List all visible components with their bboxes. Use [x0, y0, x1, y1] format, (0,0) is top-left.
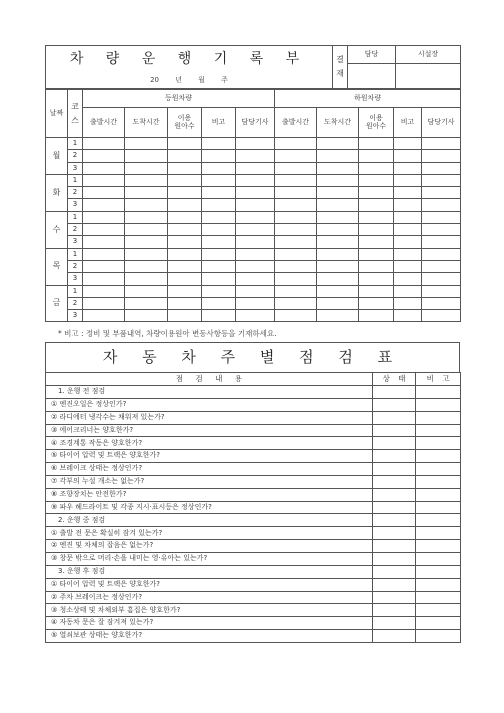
checklist-item-row: [46, 604, 461, 617]
checklist-item-row: [46, 450, 461, 463]
checklist-header-status: 상 태: [373, 373, 416, 386]
course-number: 1: [68, 248, 83, 260]
header-arrival-remarks: 비고: [202, 108, 236, 138]
course-number: 3: [68, 199, 83, 211]
log-entry-cell[interactable]: [394, 150, 422, 162]
checklist-status-cell[interactable]: [373, 501, 416, 514]
log-row: [46, 174, 461, 186]
log-entry-cell[interactable]: [422, 211, 461, 223]
header-arrival-arrive-time: 도착시간: [125, 108, 168, 138]
log-subtitle: 20 년 월 주: [150, 75, 228, 84]
checklist-item: ⑥ 브레이크 상태는 정상인가?: [46, 463, 373, 476]
log-entry-cell[interactable]: [168, 138, 202, 150]
course-number: 2: [68, 150, 83, 162]
header-departure-kids: 이용 원아수: [359, 108, 394, 138]
checklist-item: ② 라디에터 냉각수는 채워져 있는가?: [46, 411, 373, 424]
log-row: [46, 224, 461, 236]
log-entry-cell[interactable]: [168, 199, 202, 211]
header-departure-depart-time: 출발시간: [275, 108, 317, 138]
log-row: [46, 138, 461, 150]
log-entry-cell[interactable]: [125, 285, 168, 297]
log-entry-cell[interactable]: [359, 248, 394, 260]
log-entry-cell[interactable]: [394, 285, 422, 297]
course-number: 2: [68, 224, 83, 236]
log-row: [46, 248, 461, 260]
header-arrival-depart-time: 출발시간: [83, 108, 125, 138]
checklist-item: ③ 에어크리너는 양호한가?: [46, 424, 373, 437]
checklist-remarks-cell[interactable]: [416, 617, 461, 630]
checklist-item: ③ 창문 밖으로 머리·손을 내미는 영·유아는 있는가?: [46, 552, 373, 565]
checklist-status-cell[interactable]: [373, 437, 416, 450]
log-entry-cell[interactable]: [202, 211, 236, 223]
log-entry-cell[interactable]: [168, 224, 202, 236]
log-entry-cell[interactable]: [202, 297, 236, 309]
log-entry-cell[interactable]: [422, 310, 461, 322]
log-entry-cell[interactable]: [125, 150, 168, 162]
log-entry-cell[interactable]: [359, 310, 394, 322]
checklist-section-row: [46, 565, 461, 578]
log-row: [46, 285, 461, 297]
log-row: [46, 310, 461, 322]
checklist-section-heading: 3. 운행 후 점검: [46, 565, 373, 578]
log-entry-cell[interactable]: [422, 187, 461, 199]
checklist-status-cell[interactable]: [373, 552, 416, 565]
log-entry-cell[interactable]: [275, 224, 317, 236]
checklist-item: ③ 청소상태 및 차체외부 흠집은 양호한가?: [46, 604, 373, 617]
checklist-item-row: [46, 540, 461, 553]
checklist-remarks-cell[interactable]: [416, 488, 461, 501]
course-number: 3: [68, 162, 83, 174]
log-entry-cell[interactable]: [236, 187, 275, 199]
log-entry-cell[interactable]: [83, 285, 125, 297]
log-entry-cell[interactable]: [168, 211, 202, 223]
log-entry-cell[interactable]: [317, 248, 359, 260]
checklist-item-row: [46, 398, 461, 411]
header-course: 코스: [68, 90, 83, 138]
course-number: 3: [68, 310, 83, 322]
log-entry-cell[interactable]: [394, 310, 422, 322]
log-entry-cell[interactable]: [83, 273, 125, 285]
log-entry-cell[interactable]: [125, 273, 168, 285]
checklist-item: ① 엔진오일은 정상인가?: [46, 398, 373, 411]
log-entry-cell[interactable]: [359, 162, 394, 174]
log-entry-cell[interactable]: [168, 273, 202, 285]
header-departure-group: 하원차량: [275, 90, 461, 108]
checklist-status-cell[interactable]: [373, 424, 416, 437]
log-entry-cell[interactable]: [83, 150, 125, 162]
course-number: 1: [68, 285, 83, 297]
log-entry-cell[interactable]: [275, 297, 317, 309]
log-entry-cell[interactable]: [359, 273, 394, 285]
log-entry-cell[interactable]: [202, 310, 236, 322]
log-entry-cell[interactable]: [394, 260, 422, 272]
log-entry-cell[interactable]: [275, 199, 317, 211]
checklist-remarks-cell[interactable]: [416, 578, 461, 591]
checklist-status-cell[interactable]: [373, 630, 416, 643]
log-entry-cell[interactable]: [125, 211, 168, 223]
checklist-item: ⑧ 조향장치는 안전한가?: [46, 488, 373, 501]
checklist-remarks-cell[interactable]: [416, 450, 461, 463]
log-entry-cell[interactable]: [317, 150, 359, 162]
log-entry-cell[interactable]: [359, 174, 394, 186]
log-entry-cell[interactable]: [317, 236, 359, 248]
log-entry-cell[interactable]: [275, 248, 317, 260]
log-entry-cell[interactable]: [202, 236, 236, 248]
checklist-remarks-cell[interactable]: [416, 527, 461, 540]
log-entry-cell[interactable]: [236, 199, 275, 211]
log-entry-cell[interactable]: [359, 285, 394, 297]
checklist-item-row: [46, 578, 461, 591]
log-entry-cell[interactable]: [83, 260, 125, 272]
checklist-item: ⑨ 파우 헤드라이트 및 각종 지시·표시등은 정상인가?: [46, 501, 373, 514]
log-entry-cell[interactable]: [202, 248, 236, 260]
log-note: * 비고 : 정비 및 부품내역, 차량이용원아 변동사항등을 기재하세요.: [58, 329, 277, 338]
checklist-status-cell[interactable]: [373, 411, 416, 424]
log-title: 차 량 운 행 기 록 부: [69, 50, 309, 67]
log-entry-cell[interactable]: [422, 138, 461, 150]
log-entry-cell[interactable]: [317, 211, 359, 223]
approval-label: 결 재: [333, 46, 348, 89]
checklist-status-cell[interactable]: [373, 514, 416, 527]
log-entry-cell[interactable]: [168, 248, 202, 260]
checklist-item-row: [46, 437, 461, 450]
header-arrival-kids: 이용 원아수: [168, 108, 202, 138]
checklist-remarks-cell[interactable]: [416, 514, 461, 527]
log-entry-cell[interactable]: [422, 150, 461, 162]
log-entry-cell[interactable]: [359, 224, 394, 236]
checklist-remarks-cell[interactable]: [416, 411, 461, 424]
log-entry-cell[interactable]: [317, 162, 359, 174]
log-entry-cell[interactable]: [83, 224, 125, 236]
log-entry-cell[interactable]: [317, 224, 359, 236]
header-arrival-group: 등원차량: [83, 90, 275, 108]
log-entry-cell[interactable]: [83, 310, 125, 322]
log-entry-cell[interactable]: [83, 138, 125, 150]
checklist-item: ④ 조경계통 작동은 양호한가?: [46, 437, 373, 450]
log-entry-cell[interactable]: [125, 199, 168, 211]
log-entry-cell[interactable]: [317, 285, 359, 297]
checklist-remarks-cell[interactable]: [416, 386, 461, 399]
log-entry-cell[interactable]: [236, 297, 275, 309]
log-entry-cell[interactable]: [202, 187, 236, 199]
log-entry-cell[interactable]: [125, 224, 168, 236]
log-entry-cell[interactable]: [83, 211, 125, 223]
approval-sign-staff[interactable]: [348, 64, 396, 89]
checklist-item-row: [46, 475, 461, 488]
log-entry-cell[interactable]: [394, 187, 422, 199]
log-entry-cell[interactable]: [359, 150, 394, 162]
log-entry-cell[interactable]: [422, 260, 461, 272]
header-arrival-driver: 담당기사: [236, 108, 275, 138]
log-entry-cell[interactable]: [125, 236, 168, 248]
checklist-remarks-cell[interactable]: [416, 540, 461, 553]
checklist-item: ④ 자동차 문은 잘 잠겨져 있는가?: [46, 617, 373, 630]
checklist-table: [45, 372, 461, 643]
log-entry-cell[interactable]: [236, 224, 275, 236]
course-number: 2: [68, 187, 83, 199]
checklist-item-row: [46, 527, 461, 540]
log-entry-cell[interactable]: [168, 297, 202, 309]
day-label: 월: [46, 138, 68, 175]
course-number: 2: [68, 297, 83, 309]
checklist-remarks-cell[interactable]: [416, 604, 461, 617]
log-row: [46, 162, 461, 174]
checklist-section-heading: 2. 운행 중 점검: [46, 514, 373, 527]
log-entry-cell[interactable]: [317, 199, 359, 211]
log-entry-cell[interactable]: [83, 162, 125, 174]
checklist-section-row: [46, 386, 461, 399]
log-entry-cell[interactable]: [125, 260, 168, 272]
checklist-item-row: [46, 617, 461, 630]
log-entry-cell[interactable]: [359, 260, 394, 272]
header-departure-driver: 담당기사: [422, 108, 461, 138]
checklist-status-cell[interactable]: [373, 604, 416, 617]
course-number: 2: [68, 260, 83, 272]
log-entry-cell[interactable]: [168, 174, 202, 186]
day-label: 금: [46, 285, 68, 322]
log-entry-cell[interactable]: [422, 174, 461, 186]
log-entry-cell[interactable]: [125, 174, 168, 186]
log-entry-cell[interactable]: [317, 273, 359, 285]
log-entry-cell[interactable]: [168, 285, 202, 297]
log-entry-cell[interactable]: [394, 236, 422, 248]
vehicle-log-table: [45, 89, 461, 322]
log-row: [46, 199, 461, 211]
log-row: [46, 297, 461, 309]
log-entry-cell[interactable]: [236, 138, 275, 150]
checklist-item-row: [46, 501, 461, 514]
log-entry-cell[interactable]: [359, 199, 394, 211]
log-entry-cell[interactable]: [394, 248, 422, 260]
log-entry-cell[interactable]: [168, 162, 202, 174]
log-entry-cell[interactable]: [317, 138, 359, 150]
checklist-item: ⑤ 타이어 압력 및 트랙은 양호한가?: [46, 450, 373, 463]
checklist-item-row: [46, 411, 461, 424]
log-entry-cell[interactable]: [359, 211, 394, 223]
log-entry-cell[interactable]: [359, 187, 394, 199]
course-number: 3: [68, 273, 83, 285]
checklist-status-cell[interactable]: [373, 475, 416, 488]
log-entry-cell[interactable]: [125, 187, 168, 199]
course-number: 1: [68, 138, 83, 150]
checklist-status-cell[interactable]: [373, 578, 416, 591]
log-entry-cell[interactable]: [359, 297, 394, 309]
log-row: [46, 211, 461, 223]
day-label: 수: [46, 211, 68, 248]
log-entry-cell[interactable]: [394, 138, 422, 150]
log-entry-cell[interactable]: [125, 248, 168, 260]
log-entry-cell[interactable]: [275, 310, 317, 322]
log-entry-cell[interactable]: [422, 248, 461, 260]
log-entry-cell[interactable]: [422, 273, 461, 285]
log-row: [46, 187, 461, 199]
log-entry-cell[interactable]: [422, 162, 461, 174]
checklist-remarks-cell[interactable]: [416, 424, 461, 437]
header-date: 날짜: [46, 90, 68, 138]
log-entry-cell[interactable]: [236, 162, 275, 174]
checklist-item-row: [46, 463, 461, 476]
checklist-status-cell[interactable]: [373, 617, 416, 630]
log-entry-cell[interactable]: [125, 138, 168, 150]
checklist-header-remarks: 비 고: [416, 373, 461, 386]
checklist-remarks-cell[interactable]: [416, 630, 461, 643]
log-entry-cell[interactable]: [125, 297, 168, 309]
log-entry-cell[interactable]: [317, 260, 359, 272]
log-entry-cell[interactable]: [275, 211, 317, 223]
checklist-title: 자 동 차 주 별 점 검 표: [46, 343, 460, 373]
log-entry-cell[interactable]: [275, 162, 317, 174]
log-entry-cell[interactable]: [236, 174, 275, 186]
log-entry-cell[interactable]: [275, 236, 317, 248]
log-entry-cell[interactable]: [202, 285, 236, 297]
checklist-item-row: [46, 591, 461, 604]
log-entry-cell[interactable]: [275, 187, 317, 199]
log-entry-cell[interactable]: [168, 260, 202, 272]
log-entry-cell[interactable]: [236, 260, 275, 272]
checklist-item: ① 타이어 압력 및 트랙은 양호한가?: [46, 578, 373, 591]
log-entry-cell[interactable]: [83, 174, 125, 186]
checklist-status-cell[interactable]: [373, 540, 416, 553]
log-entry-cell[interactable]: [394, 297, 422, 309]
log-entry-cell[interactable]: [202, 174, 236, 186]
log-entry-cell[interactable]: [422, 224, 461, 236]
log-entry-cell[interactable]: [394, 273, 422, 285]
log-entry-cell[interactable]: [275, 285, 317, 297]
log-entry-cell[interactable]: [422, 236, 461, 248]
header-departure-remarks: 비고: [394, 108, 422, 138]
course-number: 1: [68, 211, 83, 223]
log-entry-cell[interactable]: [317, 297, 359, 309]
log-title-cell: [46, 46, 333, 89]
log-entry-cell[interactable]: [168, 236, 202, 248]
log-entry-cell[interactable]: [236, 236, 275, 248]
log-title-table: [45, 45, 461, 89]
log-entry-cell[interactable]: [202, 150, 236, 162]
checklist-status-cell[interactable]: [373, 527, 416, 540]
checklist-status-cell[interactable]: [373, 488, 416, 501]
log-entry-cell[interactable]: [275, 174, 317, 186]
checklist-remarks-cell[interactable]: [416, 552, 461, 565]
checklist-item-row: [46, 630, 461, 643]
log-entry-cell[interactable]: [422, 285, 461, 297]
log-entry-cell[interactable]: [202, 199, 236, 211]
checklist-remarks-cell[interactable]: [416, 565, 461, 578]
header-departure-arrive-time: 도착시간: [317, 108, 359, 138]
log-entry-cell[interactable]: [422, 297, 461, 309]
log-entry-cell[interactable]: [168, 310, 202, 322]
checklist-remarks-cell[interactable]: [416, 398, 461, 411]
log-entry-cell[interactable]: [317, 187, 359, 199]
log-entry-cell[interactable]: [236, 273, 275, 285]
log-entry-cell[interactable]: [236, 150, 275, 162]
log-entry-cell[interactable]: [168, 187, 202, 199]
checklist-status-cell[interactable]: [373, 591, 416, 604]
checklist-section-heading: 1. 운행 전 점검: [46, 386, 373, 399]
log-row: [46, 260, 461, 272]
checklist-item: ⑦ 각부의 누설 개소는 없는가?: [46, 475, 373, 488]
log-entry-cell[interactable]: [236, 310, 275, 322]
checklist-status-cell[interactable]: [373, 450, 416, 463]
log-entry-cell[interactable]: [83, 248, 125, 260]
log-entry-cell[interactable]: [275, 150, 317, 162]
log-row: [46, 150, 461, 162]
log-entry-cell[interactable]: [359, 236, 394, 248]
log-entry-cell[interactable]: [236, 285, 275, 297]
checklist-item: ② 주차 브레이크는 정상인가?: [46, 591, 373, 604]
log-row: [46, 273, 461, 285]
checklist-header-content: 점 검 내 용: [46, 373, 373, 386]
checklist-remarks-cell[interactable]: [416, 463, 461, 476]
day-label: 화: [46, 174, 68, 211]
log-entry-cell[interactable]: [83, 297, 125, 309]
log-entry-cell[interactable]: [317, 310, 359, 322]
log-entry-cell[interactable]: [83, 199, 125, 211]
log-entry-cell[interactable]: [422, 199, 461, 211]
checklist-status-cell[interactable]: [373, 463, 416, 476]
log-row: [46, 236, 461, 248]
course-number: 3: [68, 236, 83, 248]
checklist-title-table: [45, 342, 460, 373]
log-entry-cell[interactable]: [317, 174, 359, 186]
checklist-item-row: [46, 552, 461, 565]
checklist-remarks-cell[interactable]: [416, 475, 461, 488]
checklist-item-row: [46, 424, 461, 437]
checklist-remarks-cell[interactable]: [416, 437, 461, 450]
approval-sign-director[interactable]: [396, 64, 461, 89]
checklist-item: ⑤ 열쇠보관 상태는 양호한가?: [46, 630, 373, 643]
log-entry-cell[interactable]: [168, 150, 202, 162]
log-entry-cell[interactable]: [83, 187, 125, 199]
log-entry-cell[interactable]: [359, 138, 394, 150]
log-entry-cell[interactable]: [202, 162, 236, 174]
log-entry-cell[interactable]: [394, 224, 422, 236]
checklist-item-row: [46, 488, 461, 501]
checklist-status-cell[interactable]: [373, 565, 416, 578]
log-entry-cell[interactable]: [236, 248, 275, 260]
log-entry-cell[interactable]: [394, 211, 422, 223]
approval-col-director: 시설장: [396, 46, 461, 64]
log-entry-cell[interactable]: [394, 174, 422, 186]
log-entry-cell[interactable]: [394, 199, 422, 211]
checklist-item: ② 엔진 및 차체의 잡음은 없는가?: [46, 540, 373, 553]
checklist-section-row: [46, 514, 461, 527]
approval-col-staff: 담당: [348, 46, 396, 64]
log-entry-cell[interactable]: [202, 273, 236, 285]
log-entry-cell[interactable]: [202, 138, 236, 150]
log-entry-cell[interactable]: [125, 162, 168, 174]
day-label: 목: [46, 248, 68, 285]
log-entry-cell[interactable]: [236, 211, 275, 223]
checklist-remarks-cell[interactable]: [416, 501, 461, 514]
log-entry-cell[interactable]: [202, 260, 236, 272]
checklist-status-cell[interactable]: [373, 386, 416, 399]
log-entry-cell[interactable]: [394, 162, 422, 174]
course-number: 1: [68, 174, 83, 186]
log-entry-cell[interactable]: [275, 138, 317, 150]
log-entry-cell[interactable]: [125, 310, 168, 322]
log-entry-cell[interactable]: [83, 236, 125, 248]
checklist-status-cell[interactable]: [373, 398, 416, 411]
log-entry-cell[interactable]: [275, 260, 317, 272]
log-entry-cell[interactable]: [275, 273, 317, 285]
checklist-remarks-cell[interactable]: [416, 591, 461, 604]
checklist-item: ① 출발 전 문은 확실히 잠겨 있는가?: [46, 527, 373, 540]
log-entry-cell[interactable]: [202, 224, 236, 236]
